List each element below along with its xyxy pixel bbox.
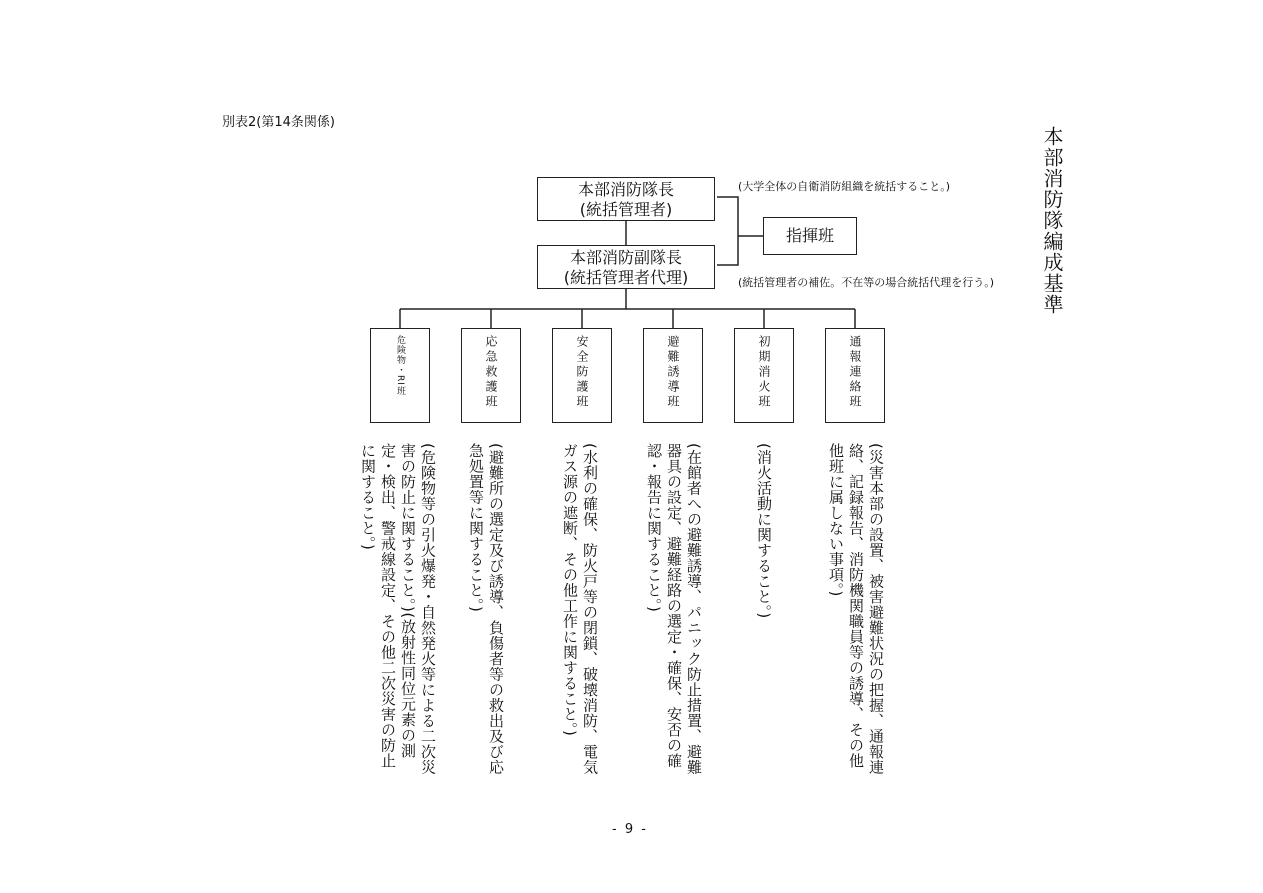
deputy-note: (統括管理者の補佐。不在等の場合統括代理を行う。) bbox=[738, 276, 995, 289]
side-title: 本部消防隊編成基準 bbox=[1040, 126, 1064, 315]
team-label: 通報連絡班 bbox=[848, 335, 862, 410]
team-duty-first-aid: (避難所の選定及び誘導、負傷者等の救出及び応急処置等に関すること。) bbox=[467, 443, 505, 775]
team-duty-hazmat: (危険物等の引火爆発・自然発火等による二次災害の防止に関すること。)(放射性同位元素の測定・検出、警戒線設定、その他二次災害の防止に関すること。) bbox=[359, 443, 437, 775]
chief-note: (大学全体の自衛消防組織を統括すること。) bbox=[738, 180, 951, 193]
command-team-label: 指揮班 bbox=[785, 226, 834, 245]
team-box-hazmat bbox=[370, 328, 430, 423]
team-box-first-aid bbox=[461, 328, 521, 423]
team-label: 初期消火班 bbox=[757, 335, 771, 410]
team-duty-reporting: (災害本部の設置、被害避難状況の把握、通報連絡、記録報告、消防機関職員等の誘導、その他他班に属しない事項。) bbox=[827, 443, 885, 775]
deputy-title: 本部消防副隊長 bbox=[569, 248, 682, 267]
team-duty-safety: (水利の確保、防火戸等の閉鎖、破壊消防、電気ガス源の遮断、その他工作に関すること。) bbox=[561, 443, 599, 775]
reference-label: 別表2(第14条関係) bbox=[222, 115, 335, 130]
chief-title: 本部消防隊長 bbox=[577, 180, 674, 199]
team-label: 危険物・RI班 bbox=[395, 335, 405, 396]
command-bracket bbox=[717, 197, 738, 265]
team-box-evacuation bbox=[643, 328, 703, 423]
deputy-role: (統括管理者代理) bbox=[563, 268, 689, 287]
team-box-reporting bbox=[825, 328, 885, 423]
team-label: 安全防護班 bbox=[575, 335, 589, 410]
team-duty-evacuation: (在館者への避難誘導、パニック防止措置、避難器具の設定、避難経路の選定・確保、安否の確認・報告に関すること。) bbox=[645, 443, 703, 775]
page-number: - 9 - bbox=[612, 822, 648, 837]
command-team-box bbox=[763, 217, 857, 255]
chief-box bbox=[537, 177, 715, 221]
deputy-box bbox=[537, 245, 715, 289]
team-box-safety bbox=[552, 328, 612, 423]
team-label: 避難誘導班 bbox=[666, 335, 680, 410]
chief-role: (統括管理者) bbox=[579, 200, 673, 219]
team-label: 応急救護班 bbox=[484, 335, 498, 410]
team-box-fire-fighting bbox=[734, 328, 794, 423]
team-duty-fire-fighting: (消火活動に関すること。) bbox=[755, 443, 773, 619]
